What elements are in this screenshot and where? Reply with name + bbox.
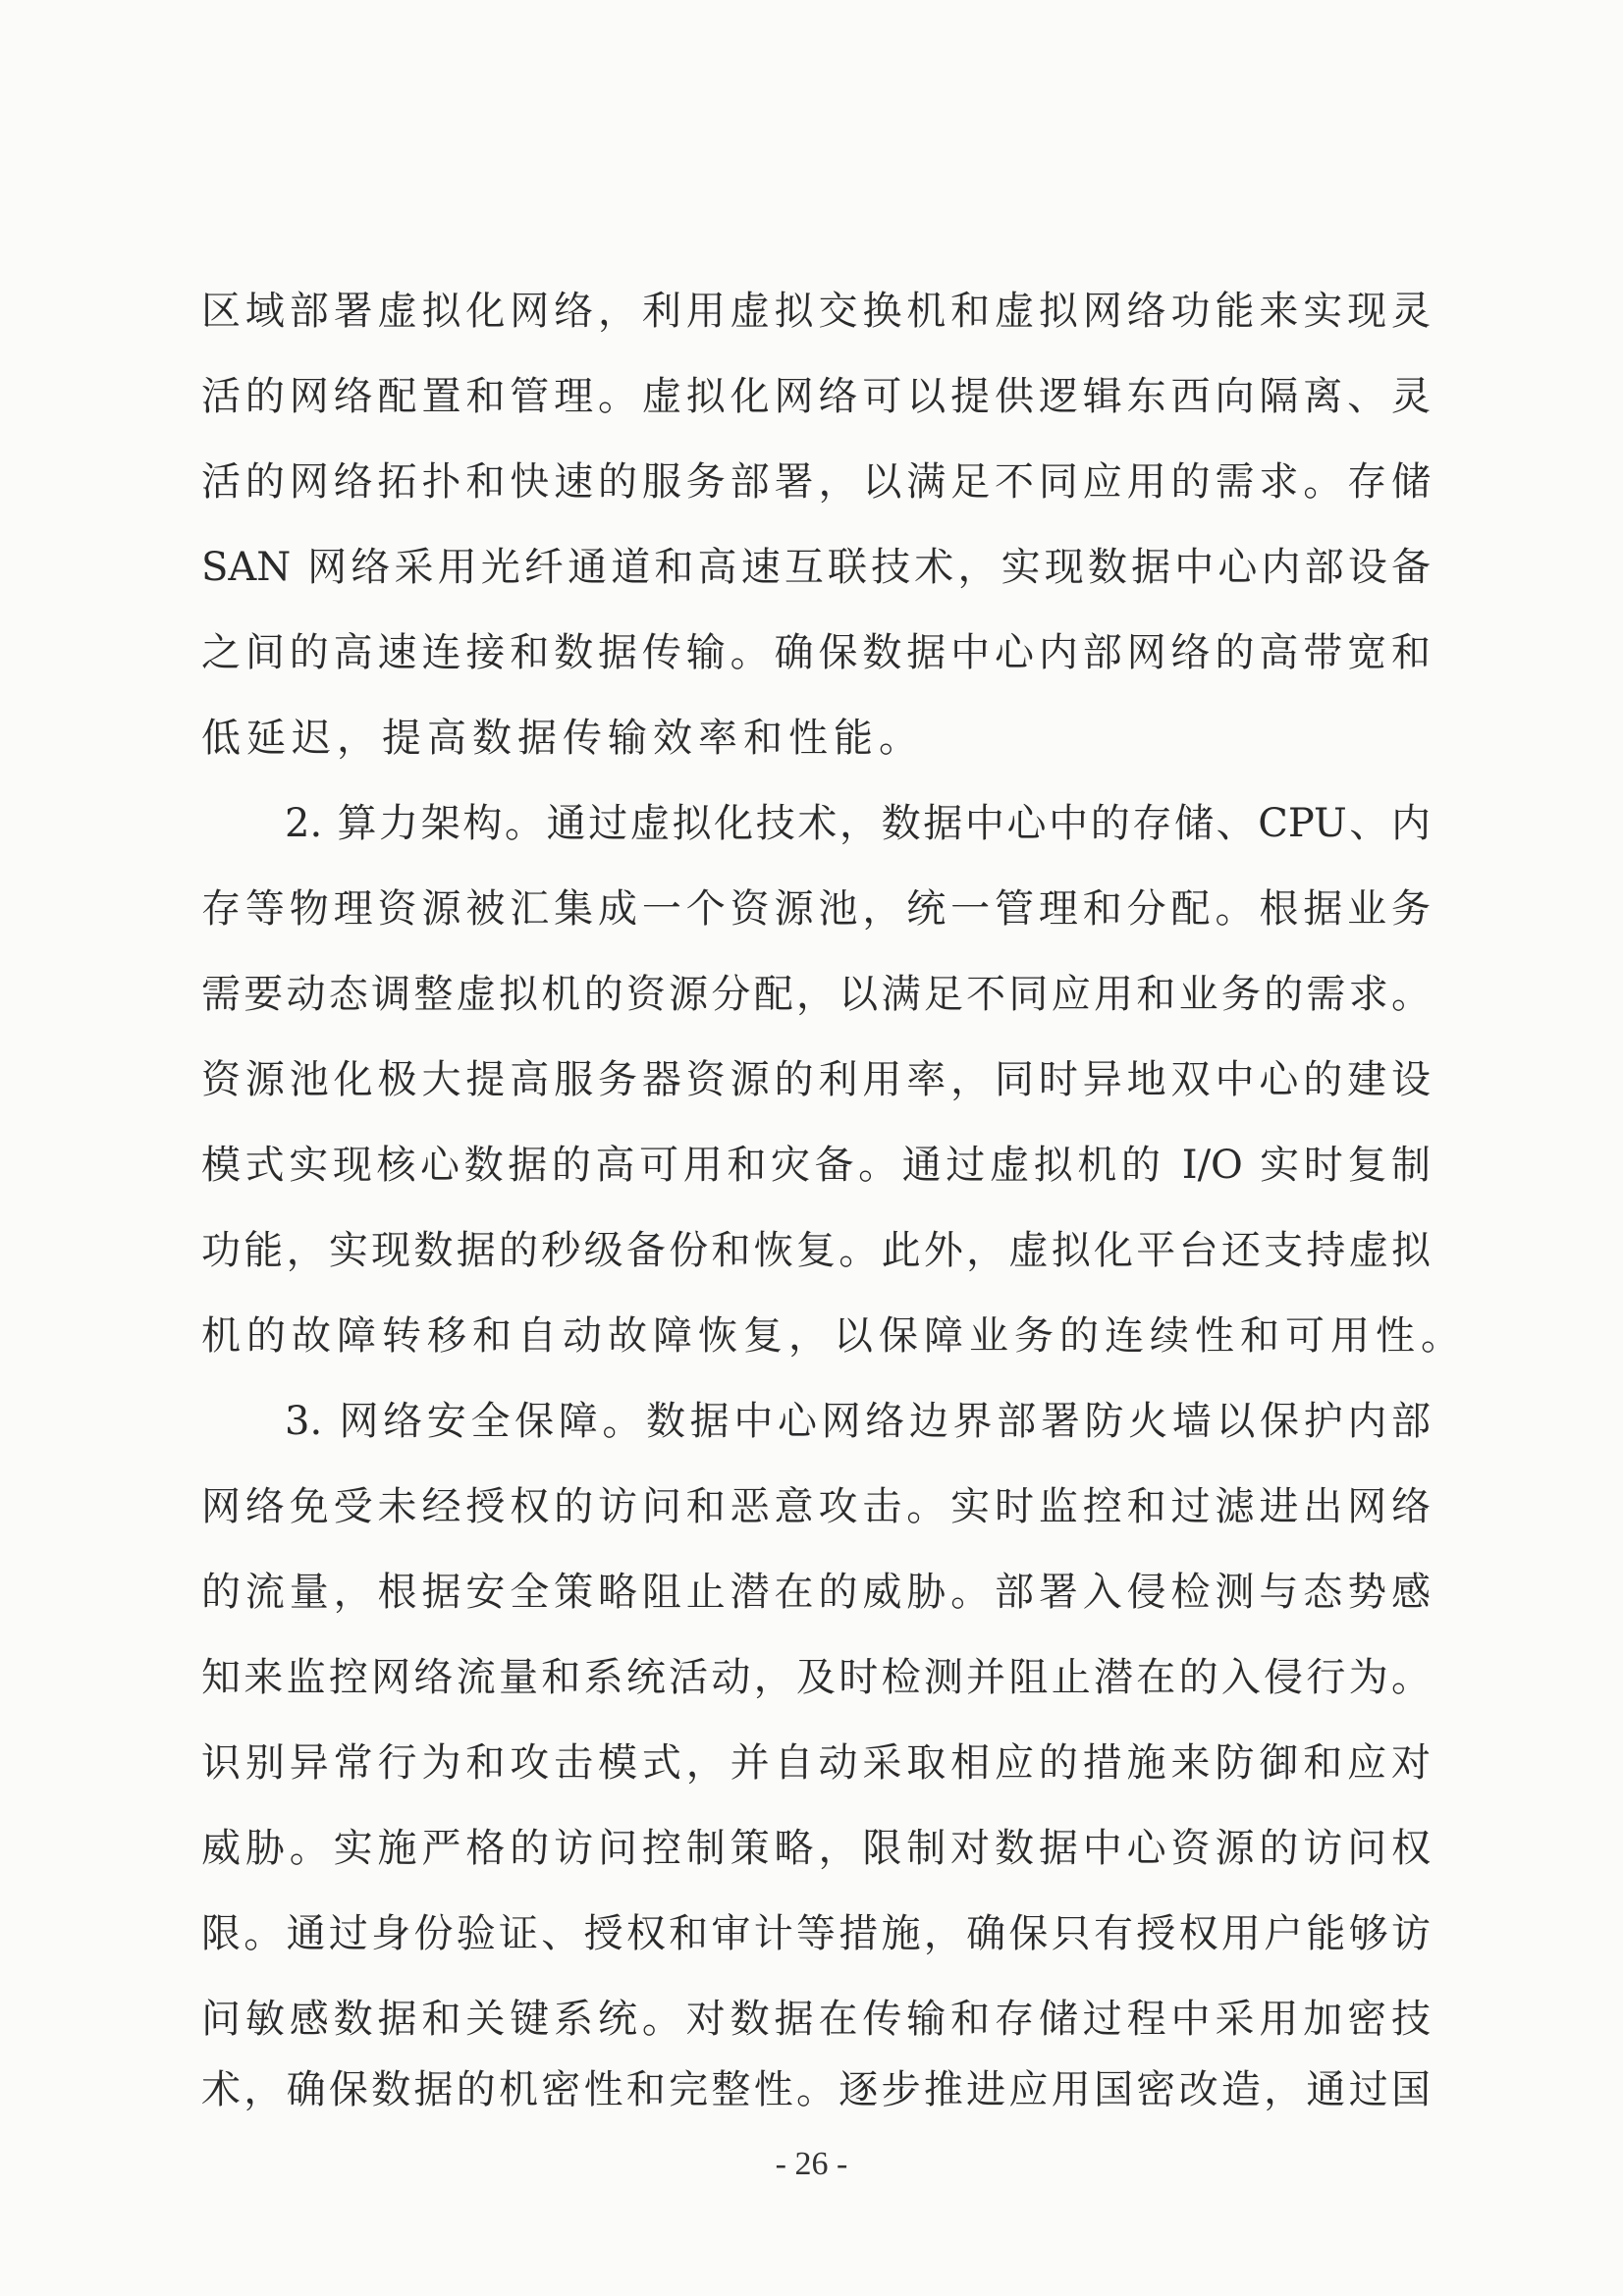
body-text-line: 知来监控网络流量和系统活动，及时检测并阻止潜在的入侵行为。 (201, 1655, 1431, 1700)
body-text-line: 识别异常行为和攻击模式，并自动采取相应的措施来防御和应对 (201, 1740, 1431, 1786)
body-text-line: 功能，实现数据的秒级备份和恢复。此外，虚拟化平台还支持虚拟 (201, 1228, 1431, 1273)
body-text-line: 区域部署虚拟化网络，利用虚拟交换机和虚拟网络功能来实现灵 (201, 289, 1431, 334)
body-text-line: 存等物理资源被汇集成一个资源池，统一管理和分配。根据业务 (201, 886, 1431, 932)
body-text-line: 活的网络配置和管理。虚拟化网络可以提供逻辑东西向隔离、灵 (201, 374, 1431, 419)
body-text-line: 术，确保数据的机密性和完整性。逐步推进应用国密改造，通过国 (201, 2067, 1431, 2112)
body-text-line: 机的故障转移和自动故障恢复，以保障业务的连续性和可用性。 (201, 1313, 1466, 1359)
body-text-line: 需要动态调整虚拟机的资源分配，以满足不同应用和业务的需求。 (201, 972, 1431, 1017)
body-text-line: 问敏感数据和关键系统。对数据在传输和存储过程中采用加密技 (201, 1997, 1431, 2042)
body-text-line: 资源池化极大提高服务器资源的利用率，同时异地双中心的建设 (201, 1057, 1431, 1102)
body-text-line: 低延迟，提高数据传输效率和性能。 (201, 716, 924, 761)
body-text-line: 模式实现核心数据的高可用和灾备。通过虚拟机的 I/O 实时复制 (201, 1143, 1431, 1188)
body-text-line: SAN 网络采用光纤通道和高速互联技术，实现数据中心内部设备 (201, 545, 1431, 590)
section-3-heading-line: 3. 网络安全保障。数据中心网络边界部署防火墙以保护内部 (285, 1399, 1431, 1444)
body-text-line: 的流量，根据安全策略阻止潜在的威胁。部署入侵检测与态势感 (201, 1570, 1431, 1615)
body-text-line: 网络免受未经授权的访问和恶意攻击。实时监控和过滤进出网络 (201, 1484, 1431, 1529)
body-text-line: 威胁。实施严格的访问控制策略，限制对数据中心资源的访问权 (201, 1826, 1431, 1871)
section-2-heading-line: 2. 算力架构。通过虚拟化技术，数据中心中的存储、CPU、内 (285, 801, 1431, 846)
page-number: - 26 - (775, 2146, 848, 2182)
body-text-line: 限。通过身份验证、授权和审计等措施，确保只有授权用户能够访 (201, 1911, 1431, 1956)
body-text-line: 之间的高速连接和数据传输。确保数据中心内部网络的高带宽和 (201, 630, 1431, 675)
body-text-line: 活的网络拓扑和快速的服务部署，以满足不同应用的需求。存储 (201, 459, 1431, 505)
